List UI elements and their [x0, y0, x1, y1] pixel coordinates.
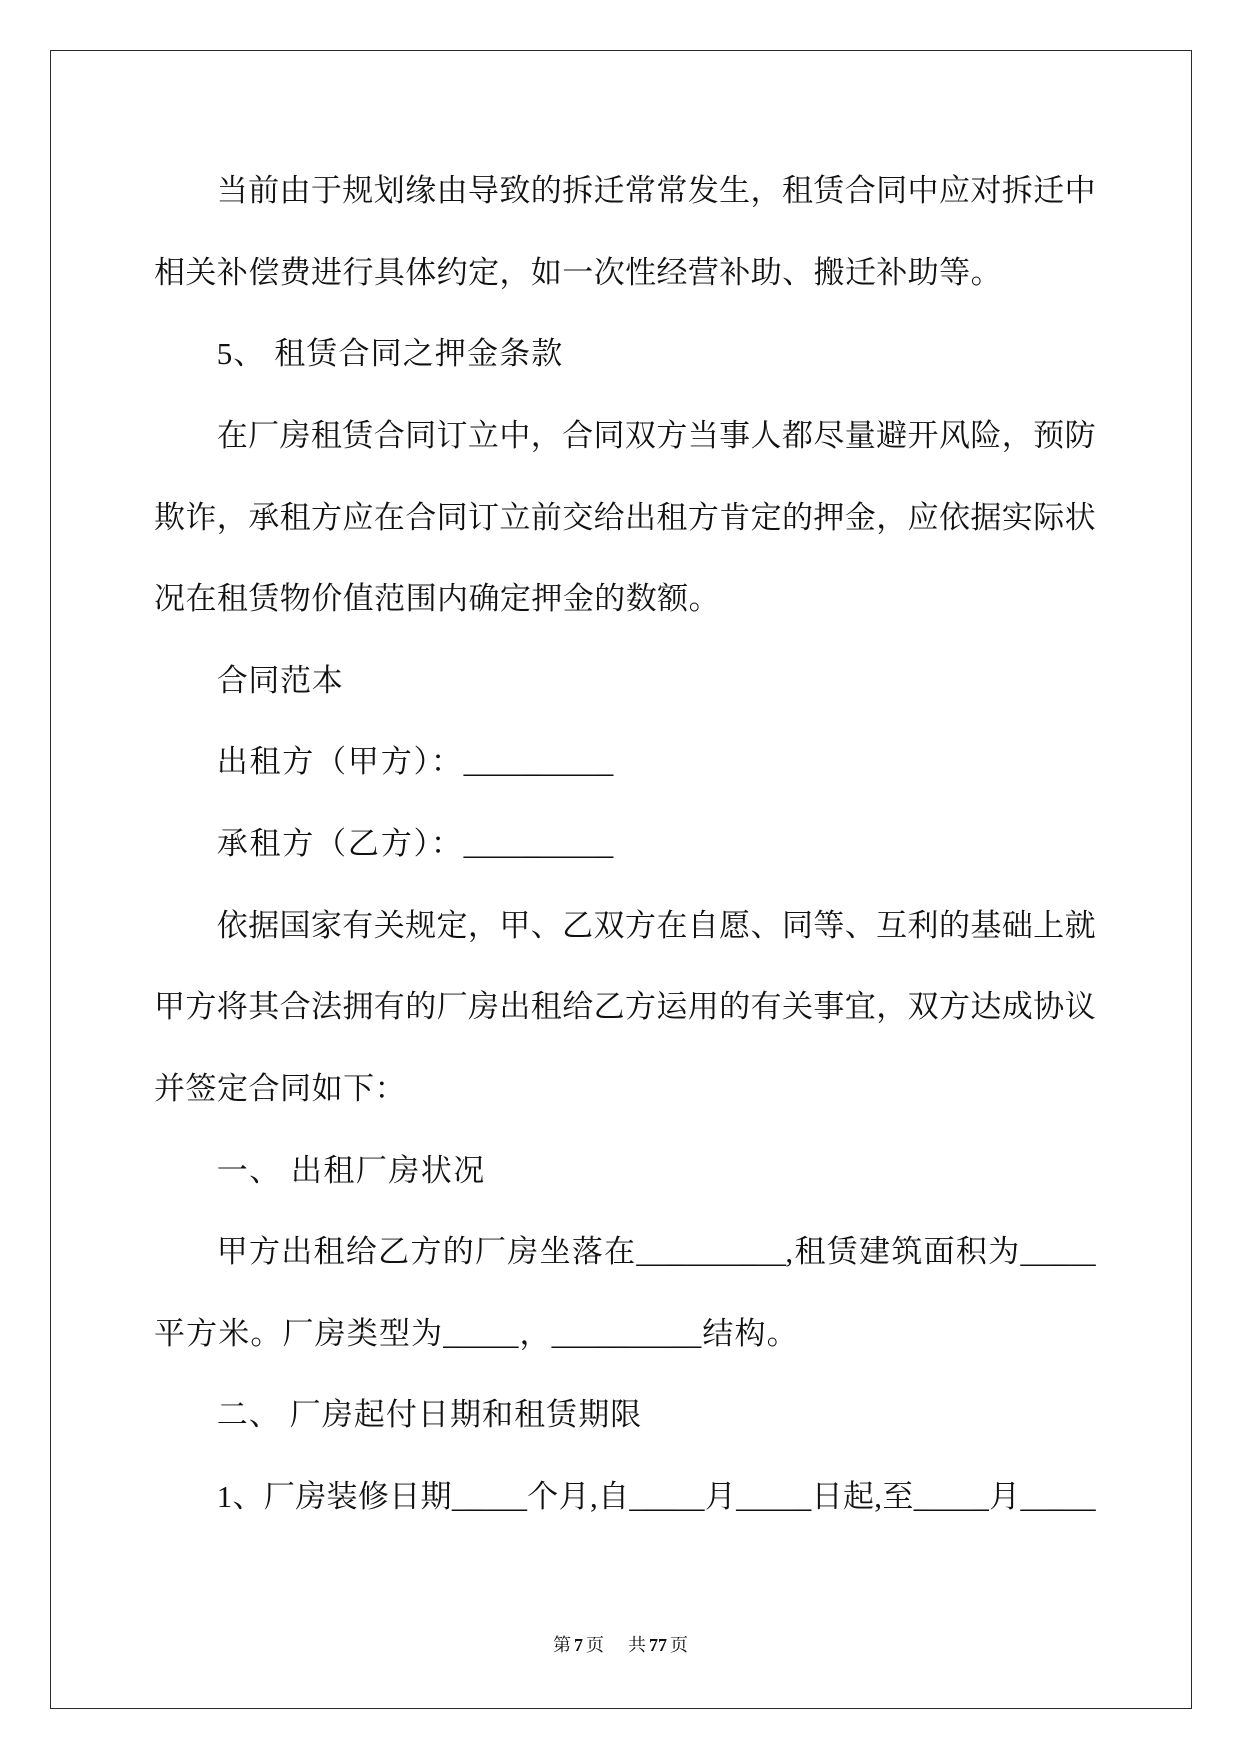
page-label-suffix: 页	[586, 1635, 604, 1655]
section-heading-deposit	[154, 313, 1095, 395]
total-pages: 77	[649, 1635, 667, 1655]
text-line: 平方米。厂房类型为_____，__________结构。	[154, 1315, 797, 1351]
text-line: 欺诈，承租方应在合同订立前交给出租方肯定的押金，应依据实际状	[154, 499, 1095, 535]
section-heading: 5、 租赁合同之押金条款	[216, 336, 562, 372]
section-heading: 一、 出租厂房状况	[216, 1152, 484, 1188]
page-footer	[0, 1633, 1241, 1657]
lessee-field	[154, 803, 1095, 885]
paragraph-premises-details	[154, 1211, 1095, 1374]
lessor-field	[154, 721, 1095, 803]
lessor-line: 出租方（甲方）：__________	[216, 744, 613, 780]
text-line: 1、厂房装修日期_____个月,自_____月_____日起,至_____月_____	[216, 1479, 1095, 1514]
paragraph-relocation-compensation	[154, 150, 1095, 313]
lessee-line: 承租方（乙方）：__________	[216, 826, 613, 861]
contract-template-title	[154, 640, 1095, 722]
page-label-prefix: 第	[553, 1635, 571, 1655]
text-line: 甲方出租给乙方的厂房坐落在__________,租赁建筑面积为_____	[216, 1234, 1095, 1270]
document-body	[154, 150, 1095, 1538]
text-line: 当前由于规划缘由导致的拆迁常常发生，租赁合同中应对拆迁中	[216, 173, 1095, 208]
page-number: 7	[574, 1635, 583, 1655]
text-line: 依据国家有关规定，甲、乙双方在自愿、同等、互利的基础上就	[216, 907, 1095, 943]
section-heading-term	[154, 1374, 1095, 1456]
text-line: 并签定合同如下：	[154, 1070, 405, 1106]
text-line: 况在租赁物价值范围内确定押金的数额。	[154, 581, 719, 617]
paragraph-deposit	[154, 395, 1095, 640]
total-label-suffix: 页	[670, 1635, 688, 1655]
text-line: 甲方将其合法拥有的厂房出租给乙方运用的有关事宜，双方达成协议	[154, 989, 1095, 1025]
total-label-prefix: 共	[628, 1635, 646, 1655]
text-line: 相关补偿费进行具体约定，如一次性经营补助、搬迁补助等。	[154, 254, 1001, 290]
text-line: 在厂房租赁合同订立中，合同双方当事人都尽量避开风险，预防	[216, 417, 1095, 453]
section-heading: 二、 厂房起付日期和租赁期限	[216, 1397, 641, 1433]
paragraph-renovation-period	[154, 1456, 1095, 1538]
template-title: 合同范本	[216, 662, 343, 698]
section-heading-premises	[154, 1130, 1095, 1212]
paragraph-agreement-intro	[154, 885, 1095, 1130]
